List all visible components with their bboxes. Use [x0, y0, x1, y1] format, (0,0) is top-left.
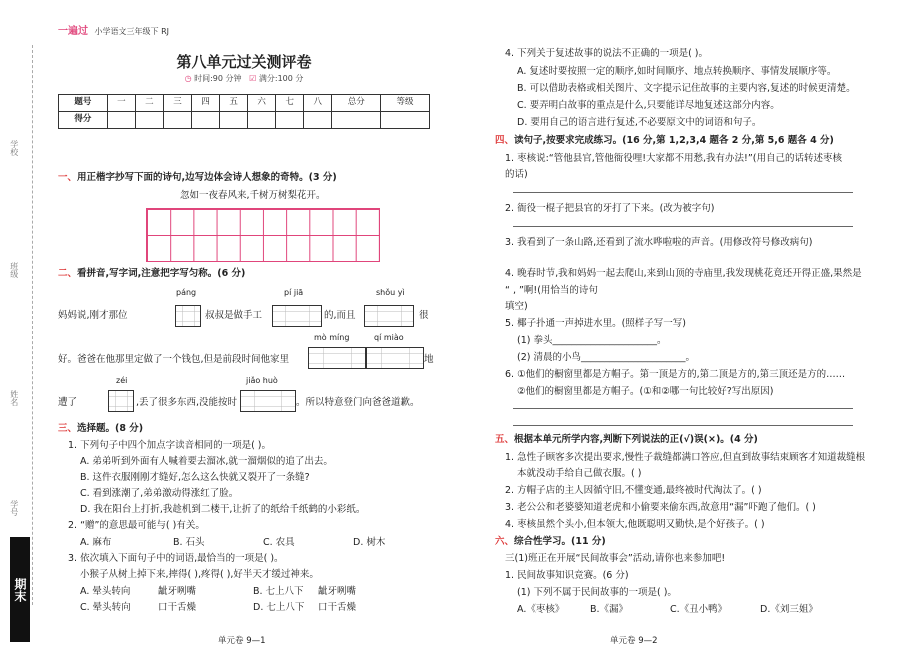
answer-box[interactable]: [308, 347, 366, 369]
exercise-6: 6. ①他们的橱窗里都是方帽子。第一顶是方的,第二顶是方的,第三顶还是方的……: [505, 369, 846, 380]
judgement-4[interactable]: 4. 枣核虽然个头小,但本领大,他既聪明又勤快,是个好孩子。( ): [505, 519, 765, 530]
binding-spine: [0, 0, 48, 662]
exercise-4-cont: 填空): [505, 301, 528, 312]
section-number: 三、: [58, 423, 78, 434]
score-cell: 七: [276, 95, 304, 112]
text-line: 很: [419, 310, 429, 321]
clock-icon: ◷: [184, 74, 192, 83]
activity-1: 1. 民间故事知识竞赛。(6 分): [505, 570, 629, 581]
answer-line[interactable]: [513, 408, 853, 409]
score-cell: 题号: [59, 95, 108, 112]
section-text: 综合性学习。(11 分): [514, 536, 606, 547]
section-4-heading: [495, 135, 834, 148]
page-footer: 单元卷 9—1: [218, 636, 266, 646]
option-c[interactable]: C. 要弄明白故事的重点是什么,只要能详尽地复述这部分内容。: [517, 100, 780, 111]
pinyin: zéi: [116, 376, 128, 385]
section-text: 读句子,按要求完成练习。(16 分,第 1,2,3,4 题各 2 分,第 5,6 题各 4 分): [514, 135, 834, 146]
text-line: 地: [424, 354, 434, 365]
question-3: 3. 依次填入下面句子中的词语,最恰当的一项是( )。: [68, 553, 284, 564]
text-line: 妈妈说,刚才那位: [58, 310, 128, 321]
poem-line: 忽如一夜春风来,千树万树梨花开。: [180, 190, 326, 201]
exercise-5-1[interactable]: (1) 拳头______________________。: [517, 335, 667, 346]
text-line: ,丢了很多东西,没能按时: [136, 397, 238, 408]
pinyin: pí jiā: [284, 288, 304, 297]
section-number: 四、: [495, 135, 515, 146]
score-cell: 总分: [332, 95, 381, 112]
exercise-3: 3. 我看到了一条山路,还看到了流水哗啦啦的声音。(用修改符号修改病句): [505, 237, 813, 248]
text-line: 的,而且: [324, 310, 356, 321]
score-input-cell[interactable]: [276, 112, 304, 129]
score-input-cell[interactable]: [135, 112, 163, 129]
score-cell: 五: [220, 95, 248, 112]
full-score: 满分:100 分: [258, 74, 304, 83]
score-cell: 一: [107, 95, 135, 112]
score-input-cell[interactable]: [163, 112, 191, 129]
section-2-heading: [58, 268, 245, 281]
question-4: 4. 下列关于复述故事的说法不正确的一项是( )。: [505, 48, 709, 59]
score-cell: 四: [191, 95, 219, 112]
section-1-heading: [58, 172, 337, 185]
judgement-3[interactable]: 3. 老公公和老婆婆知道老虎和小偷要来偷东西,故意用“漏”吓跑了他们。( ): [505, 502, 816, 513]
section-text: 根据本单元所学内容,判断下列说法的正(√)误(×)。(4 分): [514, 434, 758, 445]
score-input-cell[interactable]: [381, 112, 430, 129]
series-name: 小学语文三年级下 RJ: [94, 27, 170, 36]
option-d[interactable]: D. 要用自己的语言进行复述,不必要原文中的词语和句子。: [517, 117, 762, 128]
exam-title: 第八单元过关测评卷: [176, 53, 312, 71]
score-cell: 二: [135, 95, 163, 112]
option-d[interactable]: D. 我在阳台上打折,我趁机到二楼干,让折了的纸给千纸鹤的小彩纸。: [80, 504, 366, 515]
exam-meta: [58, 74, 430, 85]
exercise-5-2[interactable]: (2) 清晨的小鸟______________________。: [517, 352, 695, 363]
pinyin: shǒu yì: [376, 288, 405, 297]
option-d-word: 口干舌燥: [318, 602, 357, 613]
judgement-2[interactable]: 2. 方帽子店的主人因循守旧,不懂变通,最终被时代淘汰了。( ): [505, 485, 762, 496]
exercise-5: 5. 椰子扑通一声掉进水里。(照样子写一写): [505, 318, 686, 329]
answer-box[interactable]: [175, 305, 201, 327]
score-input-cell[interactable]: [220, 112, 248, 129]
score-cell: 等级: [381, 95, 430, 112]
score-input-cell[interactable]: [304, 112, 332, 129]
option-a[interactable]: A. 弟弟听到外面有人喊着要去溜冰,就一溜烟似的追了出去。: [80, 456, 333, 467]
exercise-6-cont: ②他们的橱窗里都是方帽子。(①和②哪一句比较好?写出原因): [517, 386, 774, 397]
series-logo: 一遍过: [58, 26, 88, 37]
page-footer: 单元卷 9—2: [610, 636, 658, 646]
score-cell: 八: [304, 95, 332, 112]
option-c[interactable]: C. 晕头转向: [80, 602, 131, 613]
judgement-1-cont[interactable]: 本就没动手给自己做衣服。( ): [517, 468, 642, 479]
option-b[interactable]: B. 可以借助表格或相关图片、文字提示记住故事的主要内容,复述的时候更清楚。: [517, 83, 856, 94]
answer-box[interactable]: [240, 390, 296, 412]
text-line: 叔叔是做手工: [205, 310, 263, 321]
answer-box[interactable]: [108, 390, 134, 412]
question-1: 1. 下列句子中四个加点字读音相同的一项是( )。: [68, 440, 272, 451]
option-c[interactable]: C. 农具: [263, 537, 295, 548]
student-id-label: 学号: [9, 500, 19, 516]
score-input-cell[interactable]: [248, 112, 276, 129]
option-a-word: 龇牙咧嘴: [158, 586, 197, 597]
section-3-heading: [58, 423, 143, 436]
score-header-row: [59, 95, 430, 112]
writing-grid[interactable]: [146, 208, 380, 262]
section-number: 一、: [58, 172, 78, 183]
question-3-sentence: 小猴子从树上掉下来,摔得( ),疼得( ),好半天才缓过神来。: [80, 569, 319, 580]
score-input-cell[interactable]: [332, 112, 381, 129]
cut-line: [32, 45, 33, 605]
section-number: 五、: [495, 434, 515, 445]
option-b[interactable]: B.《漏》: [590, 604, 629, 615]
score-value-row: [59, 112, 430, 129]
school-label: 学校: [9, 140, 19, 156]
check-icon: ☑: [249, 74, 257, 83]
section-number: 二、: [58, 268, 78, 279]
score-table: [58, 94, 430, 129]
option-b[interactable]: B. 这件衣服刚刚才缝好,怎么这么快就又裂开了一条缝?: [80, 472, 310, 483]
judgement-1: 1. 急性子顾客多次提出要求,慢性子裁缝都满口答应,但直到故事结束顾客才知道裁缝根: [505, 452, 866, 463]
score-label-cell: 得分: [59, 112, 108, 129]
score-cell: 六: [248, 95, 276, 112]
answer-box[interactable]: [364, 305, 414, 327]
option-a[interactable]: A. 麻布: [80, 537, 112, 548]
pinyin: qí miào: [374, 333, 404, 342]
score-cell: 三: [163, 95, 191, 112]
pinyin: jiǎo huò: [246, 376, 278, 385]
option-a[interactable]: A. 晕头转向: [80, 586, 131, 597]
exercise-1-cont: 的话): [505, 169, 528, 180]
option-b[interactable]: B. 七上八下: [253, 586, 304, 597]
exercise-1: 1. 枣核说:“管他县官,管他衙役哩!大家都不用愁,我有办法!”(用自己的话转述枣核: [505, 153, 842, 164]
answer-box[interactable]: [366, 347, 424, 369]
option-c[interactable]: C. 看到涨潮了,弟弟激动得涨红了脸。: [80, 488, 239, 499]
option-a[interactable]: A.《枣核》: [517, 604, 565, 615]
question-2: 2. “赠”的意思最可能与( )有关。: [68, 520, 205, 531]
class-label: 班级: [9, 262, 19, 278]
option-d[interactable]: D. 树木: [353, 537, 386, 548]
exercise-4: 4. 晚春时节,我和妈妈一起去爬山,来到山顶的寺庙里,我发现桃花竟还开得正盛,果然是: [505, 268, 862, 279]
section-text: 选择题。(8 分): [77, 423, 144, 434]
section-6-heading: [495, 536, 606, 549]
pinyin: páng: [176, 288, 197, 297]
option-d[interactable]: D. 七上八下: [253, 602, 305, 613]
answer-line[interactable]: [513, 425, 853, 426]
exercise-4-blank[interactable]: “ , ”啊!(用恰当的诗句: [505, 285, 598, 296]
brand-logo: 期末: [10, 537, 30, 642]
score-input-cell[interactable]: [191, 112, 219, 129]
pinyin: mò míng: [314, 333, 350, 342]
text-line: 遭了: [58, 397, 78, 408]
answer-line[interactable]: [513, 226, 853, 227]
option-a[interactable]: A. 复述时要按照一定的顺序,如时间顺序、地点转换顺序、事情发展顺序等。: [517, 66, 837, 77]
time-limit: 时间:90 分钟: [194, 74, 242, 83]
section-text: 用正楷字抄写下面的诗句,边写边体会诗人想象的奇特。(3 分): [77, 172, 337, 183]
answer-line[interactable]: [513, 192, 853, 193]
option-b[interactable]: B. 石头: [173, 537, 205, 548]
option-c-word: 口干舌燥: [158, 602, 197, 613]
activity-1-question: (1) 下列不属于民间故事的一项是( )。: [517, 587, 677, 598]
option-c[interactable]: C.《丑小鸭》: [670, 604, 728, 615]
section-5-heading: [495, 434, 758, 447]
exercise-2: 2. 衙役一棍子把县官的牙打了下来。(改为被字句): [505, 203, 715, 214]
section-text: 看拼音,写字词,注意把字写匀称。(6 分): [77, 268, 246, 279]
activity-intro: 三(1)班正在开展“民间故事会”活动,请你也来参加吧!: [505, 553, 726, 564]
score-input-cell[interactable]: [107, 112, 135, 129]
option-b-word: 龇牙咧嘴: [318, 586, 357, 597]
series-header: [58, 25, 169, 39]
text-line: 好。爸爸在他那里定做了一个钱包,但是前段时间他家里: [58, 354, 290, 365]
section-number: 六、: [495, 536, 515, 547]
answer-box[interactable]: [272, 305, 322, 327]
option-d[interactable]: D.《刘三姐》: [760, 604, 818, 615]
text-line: 。所以特意登门向爸爸道歉。: [296, 397, 420, 408]
name-label: 姓名: [9, 390, 19, 406]
